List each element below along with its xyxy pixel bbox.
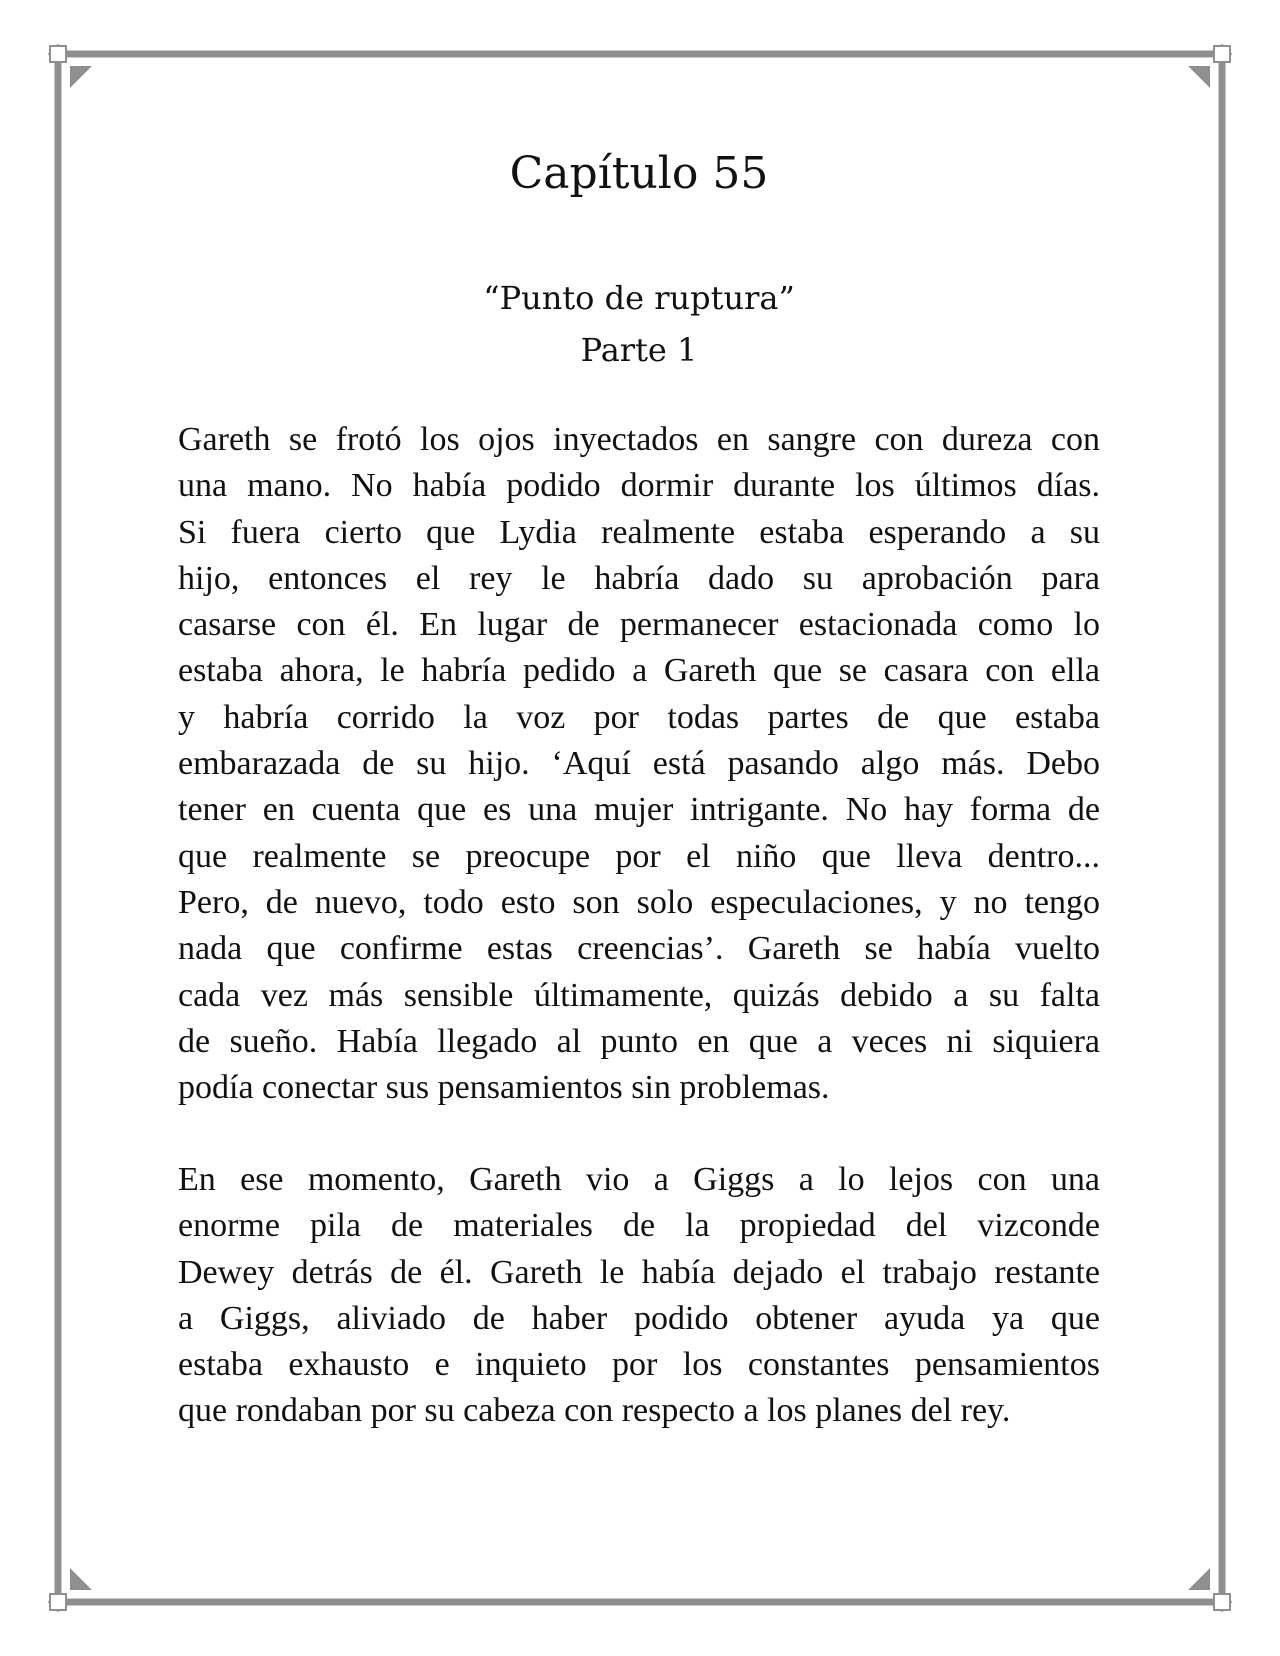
paragraph-line: tener en cuenta que es una mujer intrigante. No hay forma de: [178, 791, 1100, 829]
chapter-subtitle: [178, 272, 1100, 376]
paragraph-line: cada vez más sensible últimamente, quizás debido a su falta: [178, 976, 1100, 1014]
paragraph-line: hijo, entonces el rey le habría dado su aprobación para: [178, 559, 1100, 597]
paragraph-line: nada que confirme estas creencias’. Gareth se había vuelto: [178, 930, 1100, 968]
paragraph-line: enorme pila de materiales de la propiedad del vizconde: [178, 1207, 1100, 1245]
paragraph-line: casarse con él. En lugar de permanecer estacionada como lo: [178, 606, 1100, 644]
paragraph-line: que realmente se preocupe por el niño que lleva dentro...: [178, 837, 1100, 875]
paragraph-line: que rondaban por su cabeza con respecto a los planes del rey.: [178, 1392, 1011, 1430]
paragraph-1: [178, 417, 1100, 1111]
paragraph-line: y habría corrido la voz por todas partes de que estaba: [178, 698, 1100, 736]
subtitle-line-1: “Punto de ruptura”: [483, 279, 795, 317]
paragraph-line: Gareth se frotó los ojos inyectados en sangre con dureza con: [178, 421, 1100, 458]
paragraph-line: Dewey detrás de él. Gareth le había dejado el trabajo restante: [178, 1253, 1100, 1291]
paragraph-line: estaba exhausto e inquieto por los constantes pensamientos: [178, 1346, 1100, 1384]
paragraph-line: embarazada de su hijo. ‘Aquí está pasando algo más. Debo: [178, 745, 1100, 783]
chapter-title: Capítulo 55: [509, 148, 769, 199]
paragraph-line: de sueño. Había llegado al punto en que a veces ni siquiera: [178, 1022, 1100, 1060]
paragraph-line: En ese momento, Gareth vio a Giggs a lo lejos con una: [178, 1161, 1100, 1198]
subtitle-line-2: Parte 1: [580, 331, 698, 369]
paragraph-line: Pero, de nuevo, todo esto son solo especulaciones, y no tengo: [178, 883, 1100, 921]
paragraph-line: a Giggs, aliviado de haber podido obtener ayuda ya que: [178, 1299, 1100, 1337]
paragraph-line: Si fuera cierto que Lydia realmente estaba esperando a su: [178, 513, 1100, 551]
paragraph-2: [178, 1157, 1100, 1435]
paragraph-line: podía conectar sus pensamientos sin problemas.: [178, 1069, 830, 1107]
paragraph-line: estaba ahora, le habría pedido a Gareth que se casara con ella: [178, 652, 1100, 690]
paragraph-line: una mano. No había podido dormir durante los últimos días.: [178, 467, 1100, 505]
